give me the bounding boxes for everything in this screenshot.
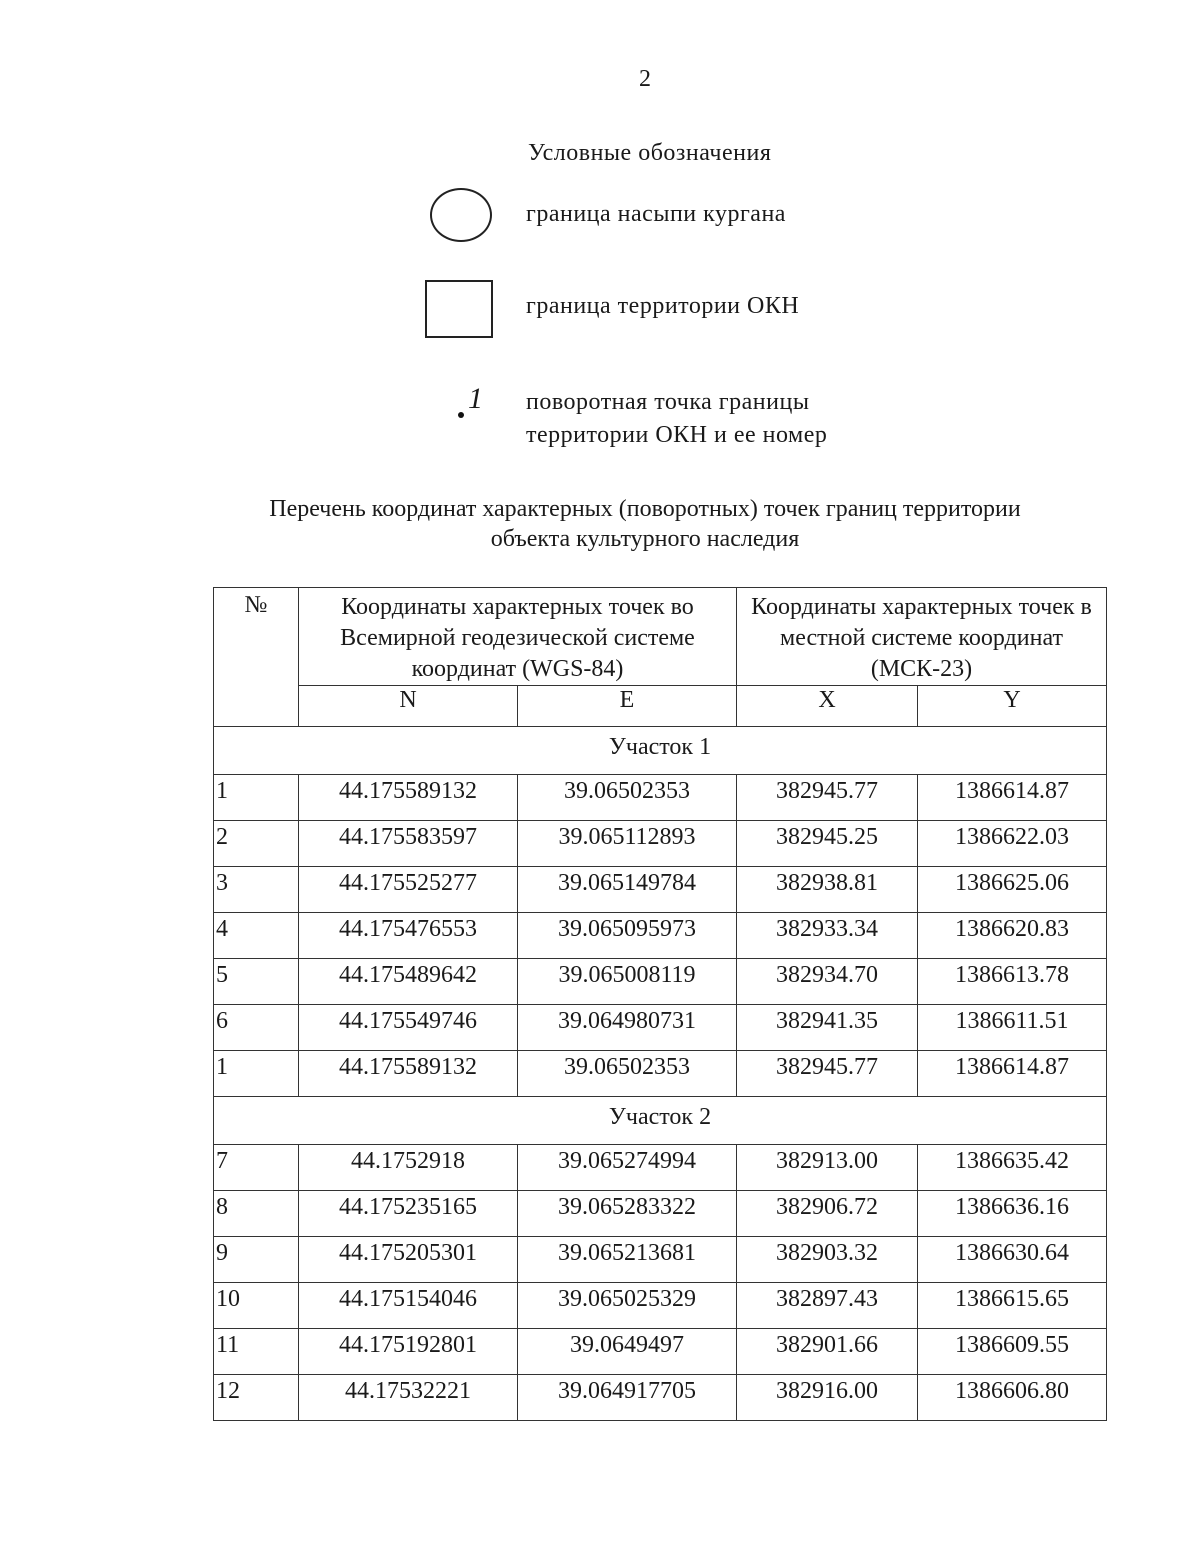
section-title: Участок 1 — [214, 727, 1107, 775]
e-coordinate-cell: 39.06502353 — [518, 775, 737, 821]
x-coordinate-cell: 382945.77 — [737, 775, 918, 821]
point-number-cell: 10 — [214, 1283, 299, 1329]
x-coordinate-cell: 382913.00 — [737, 1145, 918, 1191]
legend-item-label: территории ОКН и ее номер — [526, 422, 828, 448]
ellipse-icon — [430, 188, 492, 242]
table-row — [214, 867, 1107, 913]
e-coordinate-cell: 39.065008119 — [518, 959, 737, 1005]
legend-item-label: поворотная точка границы — [526, 389, 810, 415]
x-coordinate-cell: 382945.25 — [737, 821, 918, 867]
y-coordinate-cell: 1386620.83 — [918, 913, 1107, 959]
table-row — [214, 1375, 1107, 1421]
y-coordinate-cell: 1386630.64 — [918, 1237, 1107, 1283]
coordinates-table — [213, 587, 1107, 1421]
e-coordinate-cell: 39.064917705 — [518, 1375, 737, 1421]
e-coordinate-cell: 39.0649497 — [518, 1329, 737, 1375]
y-coordinate-cell: 1386611.51 — [918, 1005, 1107, 1051]
e-coordinate-cell: 39.065025329 — [518, 1283, 737, 1329]
table-row — [214, 821, 1107, 867]
n-coordinate-cell: 44.175205301 — [299, 1237, 518, 1283]
n-coordinate-cell: 44.175476553 — [299, 913, 518, 959]
y-coordinate-cell: 1386615.65 — [918, 1283, 1107, 1329]
point-number-cell: 3 — [214, 867, 299, 913]
e-coordinate-cell: 39.065149784 — [518, 867, 737, 913]
point-number-cell: 4 — [214, 913, 299, 959]
y-coordinate-cell: 1386636.16 — [918, 1191, 1107, 1237]
header-number: № — [214, 588, 299, 727]
header-msk23: Координаты характерных точек в местной системе координат (МСК-23) — [737, 588, 1107, 686]
y-coordinate-cell: 1386614.87 — [918, 1051, 1107, 1097]
y-coordinate-cell: 1386622.03 — [918, 821, 1107, 867]
x-coordinate-cell: 382933.34 — [737, 913, 918, 959]
x-coordinate-cell: 382945.77 — [737, 1051, 918, 1097]
point-number-cell: 2 — [214, 821, 299, 867]
title-line: объекта культурного наследия — [490, 526, 800, 552]
e-coordinate-cell: 39.065112893 — [518, 821, 737, 867]
x-coordinate-cell: 382934.70 — [737, 959, 918, 1005]
section-title: Участок 2 — [214, 1097, 1107, 1145]
point-number-cell: 1 — [214, 775, 299, 821]
e-coordinate-cell: 39.065095973 — [518, 913, 737, 959]
header-y: Y — [918, 686, 1107, 727]
legend-item-label: граница насыпи кургана — [526, 201, 786, 227]
legend-item-label: граница территории ОКН — [526, 293, 800, 319]
n-coordinate-cell: 44.175549746 — [299, 1005, 518, 1051]
table-row — [214, 1191, 1107, 1237]
table-row — [214, 1051, 1107, 1097]
header-n: N — [299, 686, 518, 727]
table-row — [214, 1283, 1107, 1329]
header-wgs84: Координаты характерных точек во Всемирной геодезической системе координат (WGS-84) — [299, 588, 737, 686]
n-coordinate-cell: 44.175154046 — [299, 1283, 518, 1329]
n-coordinate-cell: 44.175235165 — [299, 1191, 518, 1237]
point-number-cell: 8 — [214, 1191, 299, 1237]
n-coordinate-cell: 44.17532221 — [299, 1375, 518, 1421]
n-coordinate-cell: 44.1752918 — [299, 1145, 518, 1191]
coordinates-list-title — [0, 494, 1200, 554]
point-number-cell: 1 — [214, 1051, 299, 1097]
table-row — [214, 913, 1107, 959]
y-coordinate-cell: 1386613.78 — [918, 959, 1107, 1005]
page-number: 2 — [639, 66, 651, 92]
y-coordinate-cell: 1386625.06 — [918, 867, 1107, 913]
x-coordinate-cell: 382916.00 — [737, 1375, 918, 1421]
point-number-cell: 11 — [214, 1329, 299, 1375]
point-number-cell: 5 — [214, 959, 299, 1005]
point-number-cell: 6 — [214, 1005, 299, 1051]
point-number-label: 1 — [468, 382, 483, 415]
y-coordinate-cell: 1386614.87 — [918, 775, 1107, 821]
table-row — [214, 1237, 1107, 1283]
point-number-cell: 7 — [214, 1145, 299, 1191]
n-coordinate-cell: 44.175589132 — [299, 775, 518, 821]
y-coordinate-cell: 1386635.42 — [918, 1145, 1107, 1191]
turning-point-icon — [456, 382, 506, 436]
e-coordinate-cell: 39.065213681 — [518, 1237, 737, 1283]
x-coordinate-cell: 382903.32 — [737, 1237, 918, 1283]
e-coordinate-cell: 39.065274994 — [518, 1145, 737, 1191]
e-coordinate-cell: 39.065283322 — [518, 1191, 737, 1237]
point-number-cell: 9 — [214, 1237, 299, 1283]
x-coordinate-cell: 382897.43 — [737, 1283, 918, 1329]
header-e: E — [518, 686, 737, 727]
x-coordinate-cell: 382938.81 — [737, 867, 918, 913]
header-x: X — [737, 686, 918, 727]
point-number-cell: 12 — [214, 1375, 299, 1421]
y-coordinate-cell: 1386606.80 — [918, 1375, 1107, 1421]
x-coordinate-cell: 382906.72 — [737, 1191, 918, 1237]
section-row — [214, 1097, 1107, 1145]
n-coordinate-cell: 44.175192801 — [299, 1329, 518, 1375]
section-row — [214, 727, 1107, 775]
e-coordinate-cell: 39.06502353 — [518, 1051, 737, 1097]
e-coordinate-cell: 39.064980731 — [518, 1005, 737, 1051]
n-coordinate-cell: 44.175489642 — [299, 959, 518, 1005]
x-coordinate-cell: 382941.35 — [737, 1005, 918, 1051]
table-row — [214, 1145, 1107, 1191]
title-line: Перечень координат характерных (поворотных) точек границ территории — [269, 496, 1021, 522]
point-dot — [458, 412, 464, 418]
n-coordinate-cell: 44.175525277 — [299, 867, 518, 913]
n-coordinate-cell: 44.175583597 — [299, 821, 518, 867]
square-icon — [425, 280, 493, 338]
y-coordinate-cell: 1386609.55 — [918, 1329, 1107, 1375]
table-row — [214, 959, 1107, 1005]
x-coordinate-cell: 382901.66 — [737, 1329, 918, 1375]
table-row — [214, 1005, 1107, 1051]
table-row — [214, 775, 1107, 821]
table-row — [214, 1329, 1107, 1375]
n-coordinate-cell: 44.175589132 — [299, 1051, 518, 1097]
legend-title: Условные обозначения — [528, 140, 772, 166]
